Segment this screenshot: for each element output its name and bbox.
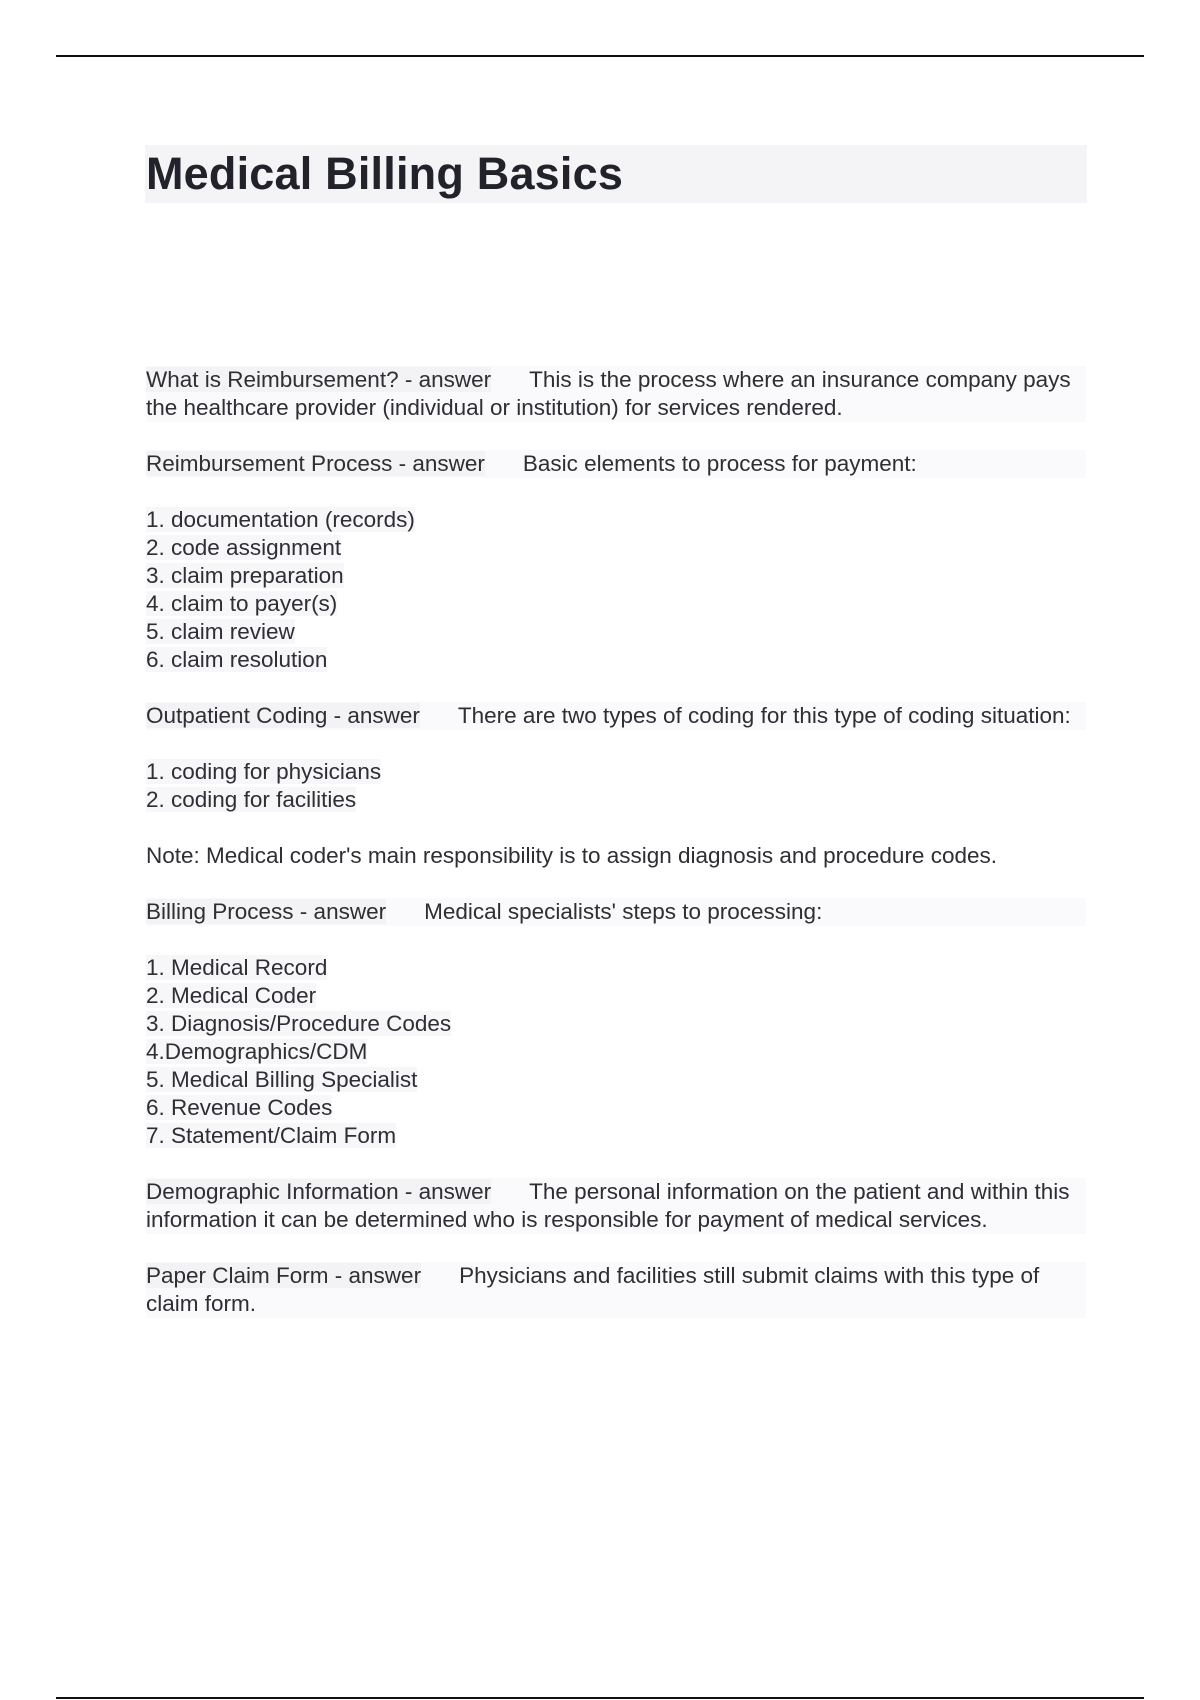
card-billing-process [146, 898, 1086, 926]
card-term: Reimbursement Process - answer [146, 451, 485, 476]
card-term: Paper Claim Form - answer [146, 1263, 422, 1288]
list-item: 1. Medical Record [146, 955, 328, 980]
card-definition: Physicians and facilities still submit claims with this type of claim form. [146, 1263, 1040, 1316]
list-item: 2. code assignment [146, 535, 342, 560]
card-definition: Medical specialists' steps to processing: [424, 899, 823, 924]
coder-note: Note: Medical coder's main responsibility is to assign diagnosis and procedure codes. [146, 843, 997, 868]
list-item: 1. documentation (records) [146, 507, 415, 532]
card-term: Billing Process - answer [146, 899, 387, 924]
card-reimbursement [146, 366, 1086, 422]
page-title: Medical Billing Basics [146, 148, 624, 199]
list-item: 3. Diagnosis/Procedure Codes [146, 1011, 452, 1036]
billing-steps-list [146, 954, 1086, 1150]
document-body [146, 366, 1086, 1346]
card-demographic-information [146, 1178, 1086, 1234]
list-item: 7. Statement/Claim Form [146, 1123, 397, 1148]
card-term: Outpatient Coding - answer [146, 703, 420, 728]
list-item: 2. coding for facilities [146, 787, 357, 812]
card-term: Demographic Information - answer [146, 1179, 492, 1204]
card-definition: Basic elements to process for payment: [522, 451, 917, 476]
top-rule [56, 55, 1144, 57]
list-item: 6. claim resolution [146, 647, 328, 672]
card-term: What is Reimbursement? - answer [146, 367, 492, 392]
list-item: 5. Medical Billing Specialist [146, 1067, 418, 1092]
bottom-rule [56, 1697, 1144, 1699]
card-reimbursement-process [146, 450, 1086, 478]
list-item: 4. claim to payer(s) [146, 591, 338, 616]
list-item: 6. Revenue Codes [146, 1095, 333, 1120]
list-item: 4.Demographics/CDM [146, 1039, 368, 1064]
list-item: 1. coding for physicians [146, 759, 382, 784]
list-item: 3. claim preparation [146, 563, 344, 588]
reimbursement-steps-list [146, 506, 1086, 674]
card-paper-claim-form [146, 1262, 1086, 1318]
card-definition: There are two types of coding for this type of coding situation: [457, 703, 1071, 728]
card-definition: This is the process where an insurance company pays the healthcare provider (individual or institution) for services rendered. [146, 367, 1071, 420]
coding-types-list [146, 758, 1086, 814]
list-item: 5. claim review [146, 619, 295, 644]
card-definition: The personal information on the patient and within this information it can be determined who is responsible for payment of medical services. [146, 1179, 1070, 1232]
list-item: 2. Medical Coder [146, 983, 317, 1008]
card-outpatient-coding [146, 702, 1086, 730]
